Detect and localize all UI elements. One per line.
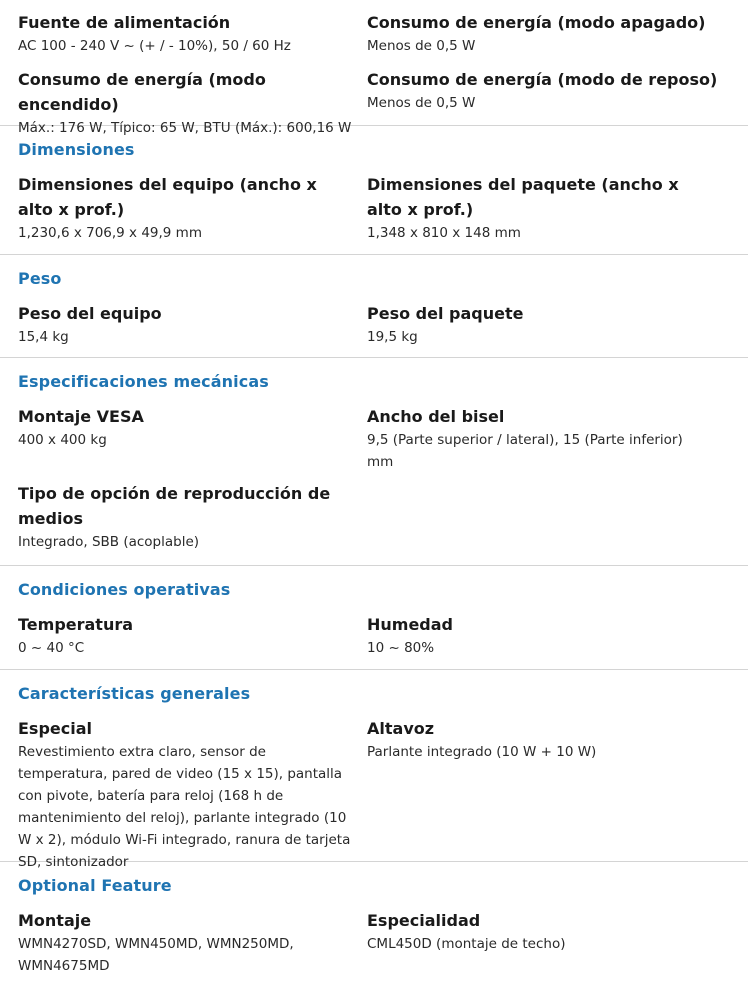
spec-value: Menos de 0,5 W bbox=[367, 95, 476, 111]
spec-value: Revestimiento extra claro, sensor de temperatura, pared de video (15 x 15), pantalla con pivote, batería para reloj (168 h de mantenimiento del reloj), parlante integrado (10 W x 2), módulo Wi-Fi integrado, ranura de tarjeta SD, sintonizador bbox=[18, 744, 351, 870]
spec-value: WMN4270SD, WMN450MD, WMN250MD, WMN4675MD bbox=[18, 936, 294, 974]
spec-value: 19,5 kg bbox=[367, 329, 418, 345]
spec-package-dimensions bbox=[367, 160, 730, 244]
section-optional-feature bbox=[0, 862, 748, 998]
spec-value: 10 ~ 80% bbox=[367, 640, 435, 656]
section-title: Características generales bbox=[18, 684, 251, 703]
section-title: Dimensiones bbox=[18, 140, 135, 159]
spec-label: Peso del equipo bbox=[18, 304, 162, 323]
spec-label: Dimensiones del equipo (ancho x alto x prof.) bbox=[18, 175, 317, 219]
spec-value: 9,5 (Parte superior / lateral), 15 (Parte inferior) mm bbox=[367, 432, 683, 470]
spec-label: Montaje bbox=[18, 911, 92, 930]
spec-mount bbox=[18, 896, 367, 977]
section-title: Especificaciones mecánicas bbox=[18, 372, 269, 391]
spec-temperature bbox=[18, 600, 367, 659]
spec-value: 15,4 kg bbox=[18, 329, 69, 345]
spec-value: Parlante integrado (10 W + 10 W) bbox=[367, 744, 597, 760]
section-title: Optional Feature bbox=[18, 876, 172, 895]
spec-label: Fuente de alimentación bbox=[18, 13, 231, 32]
spec-label: Tipo de opción de reproducción de medios bbox=[18, 484, 331, 528]
section-title: Peso bbox=[18, 269, 62, 288]
spec-label: Montaje VESA bbox=[18, 407, 144, 426]
section-power bbox=[0, 0, 748, 136]
spec-set-weight bbox=[18, 289, 367, 348]
section-mechanical bbox=[0, 358, 748, 566]
spec-value: 1,230,6 x 706,9 x 49,9 mm bbox=[18, 225, 202, 241]
spec-power-standby bbox=[367, 57, 730, 139]
spec-special bbox=[18, 704, 367, 873]
spec-label: Humedad bbox=[367, 615, 454, 634]
spec-value: Menos de 0,5 W bbox=[367, 38, 476, 54]
section-dimensions bbox=[0, 126, 748, 255]
spec-label: Especialidad bbox=[367, 911, 481, 930]
spec-label: Consumo de energía (modo encendido) bbox=[18, 70, 266, 114]
spec-value: Máx.: 176 W, Típico: 65 W, BTU (Máx.): 600,16 W bbox=[18, 120, 352, 136]
spec-power-on bbox=[18, 57, 367, 139]
spec-humidity bbox=[367, 600, 730, 659]
spec-vesa-mount bbox=[18, 392, 367, 473]
spec-value: AC 100 - 240 V ~ (+ / - 10%), 50 / 60 Hz bbox=[18, 38, 291, 54]
spec-speaker bbox=[367, 704, 730, 873]
spec-label: Temperatura bbox=[18, 615, 134, 634]
spec-package-weight bbox=[367, 289, 730, 348]
spec-set-dimensions bbox=[18, 160, 367, 244]
section-general-features bbox=[0, 670, 748, 870]
spec-label: Especial bbox=[18, 719, 93, 738]
spec-value: 1,348 x 810 x 148 mm bbox=[367, 225, 521, 241]
spec-value: CML450D (montaje de techo) bbox=[367, 936, 566, 952]
spec-power-supply bbox=[18, 0, 367, 57]
spec-label: Consumo de energía (modo apagado) bbox=[367, 13, 706, 32]
section-weight bbox=[0, 255, 748, 358]
spec-power-off bbox=[367, 0, 730, 57]
spec-label: Dimensiones del paquete (ancho x alto x prof.) bbox=[367, 175, 679, 219]
spec-value: 400 x 400 kg bbox=[18, 432, 107, 448]
spec-value: 0 ~ 40 °C bbox=[18, 640, 85, 656]
spec-label: Peso del paquete bbox=[367, 304, 524, 323]
spec-value: Integrado, SBB (acoplable) bbox=[18, 534, 200, 550]
section-operating-conditions bbox=[0, 566, 748, 670]
spec-bezel-width bbox=[367, 392, 730, 473]
spec-label: Consumo de energía (modo de reposo) bbox=[367, 70, 718, 89]
spec-label: Altavoz bbox=[367, 719, 435, 738]
spec-specialty bbox=[367, 896, 730, 977]
spec-label: Ancho del bisel bbox=[367, 407, 505, 426]
spec-media-player bbox=[18, 473, 367, 553]
section-title: Condiciones operativas bbox=[18, 580, 231, 599]
